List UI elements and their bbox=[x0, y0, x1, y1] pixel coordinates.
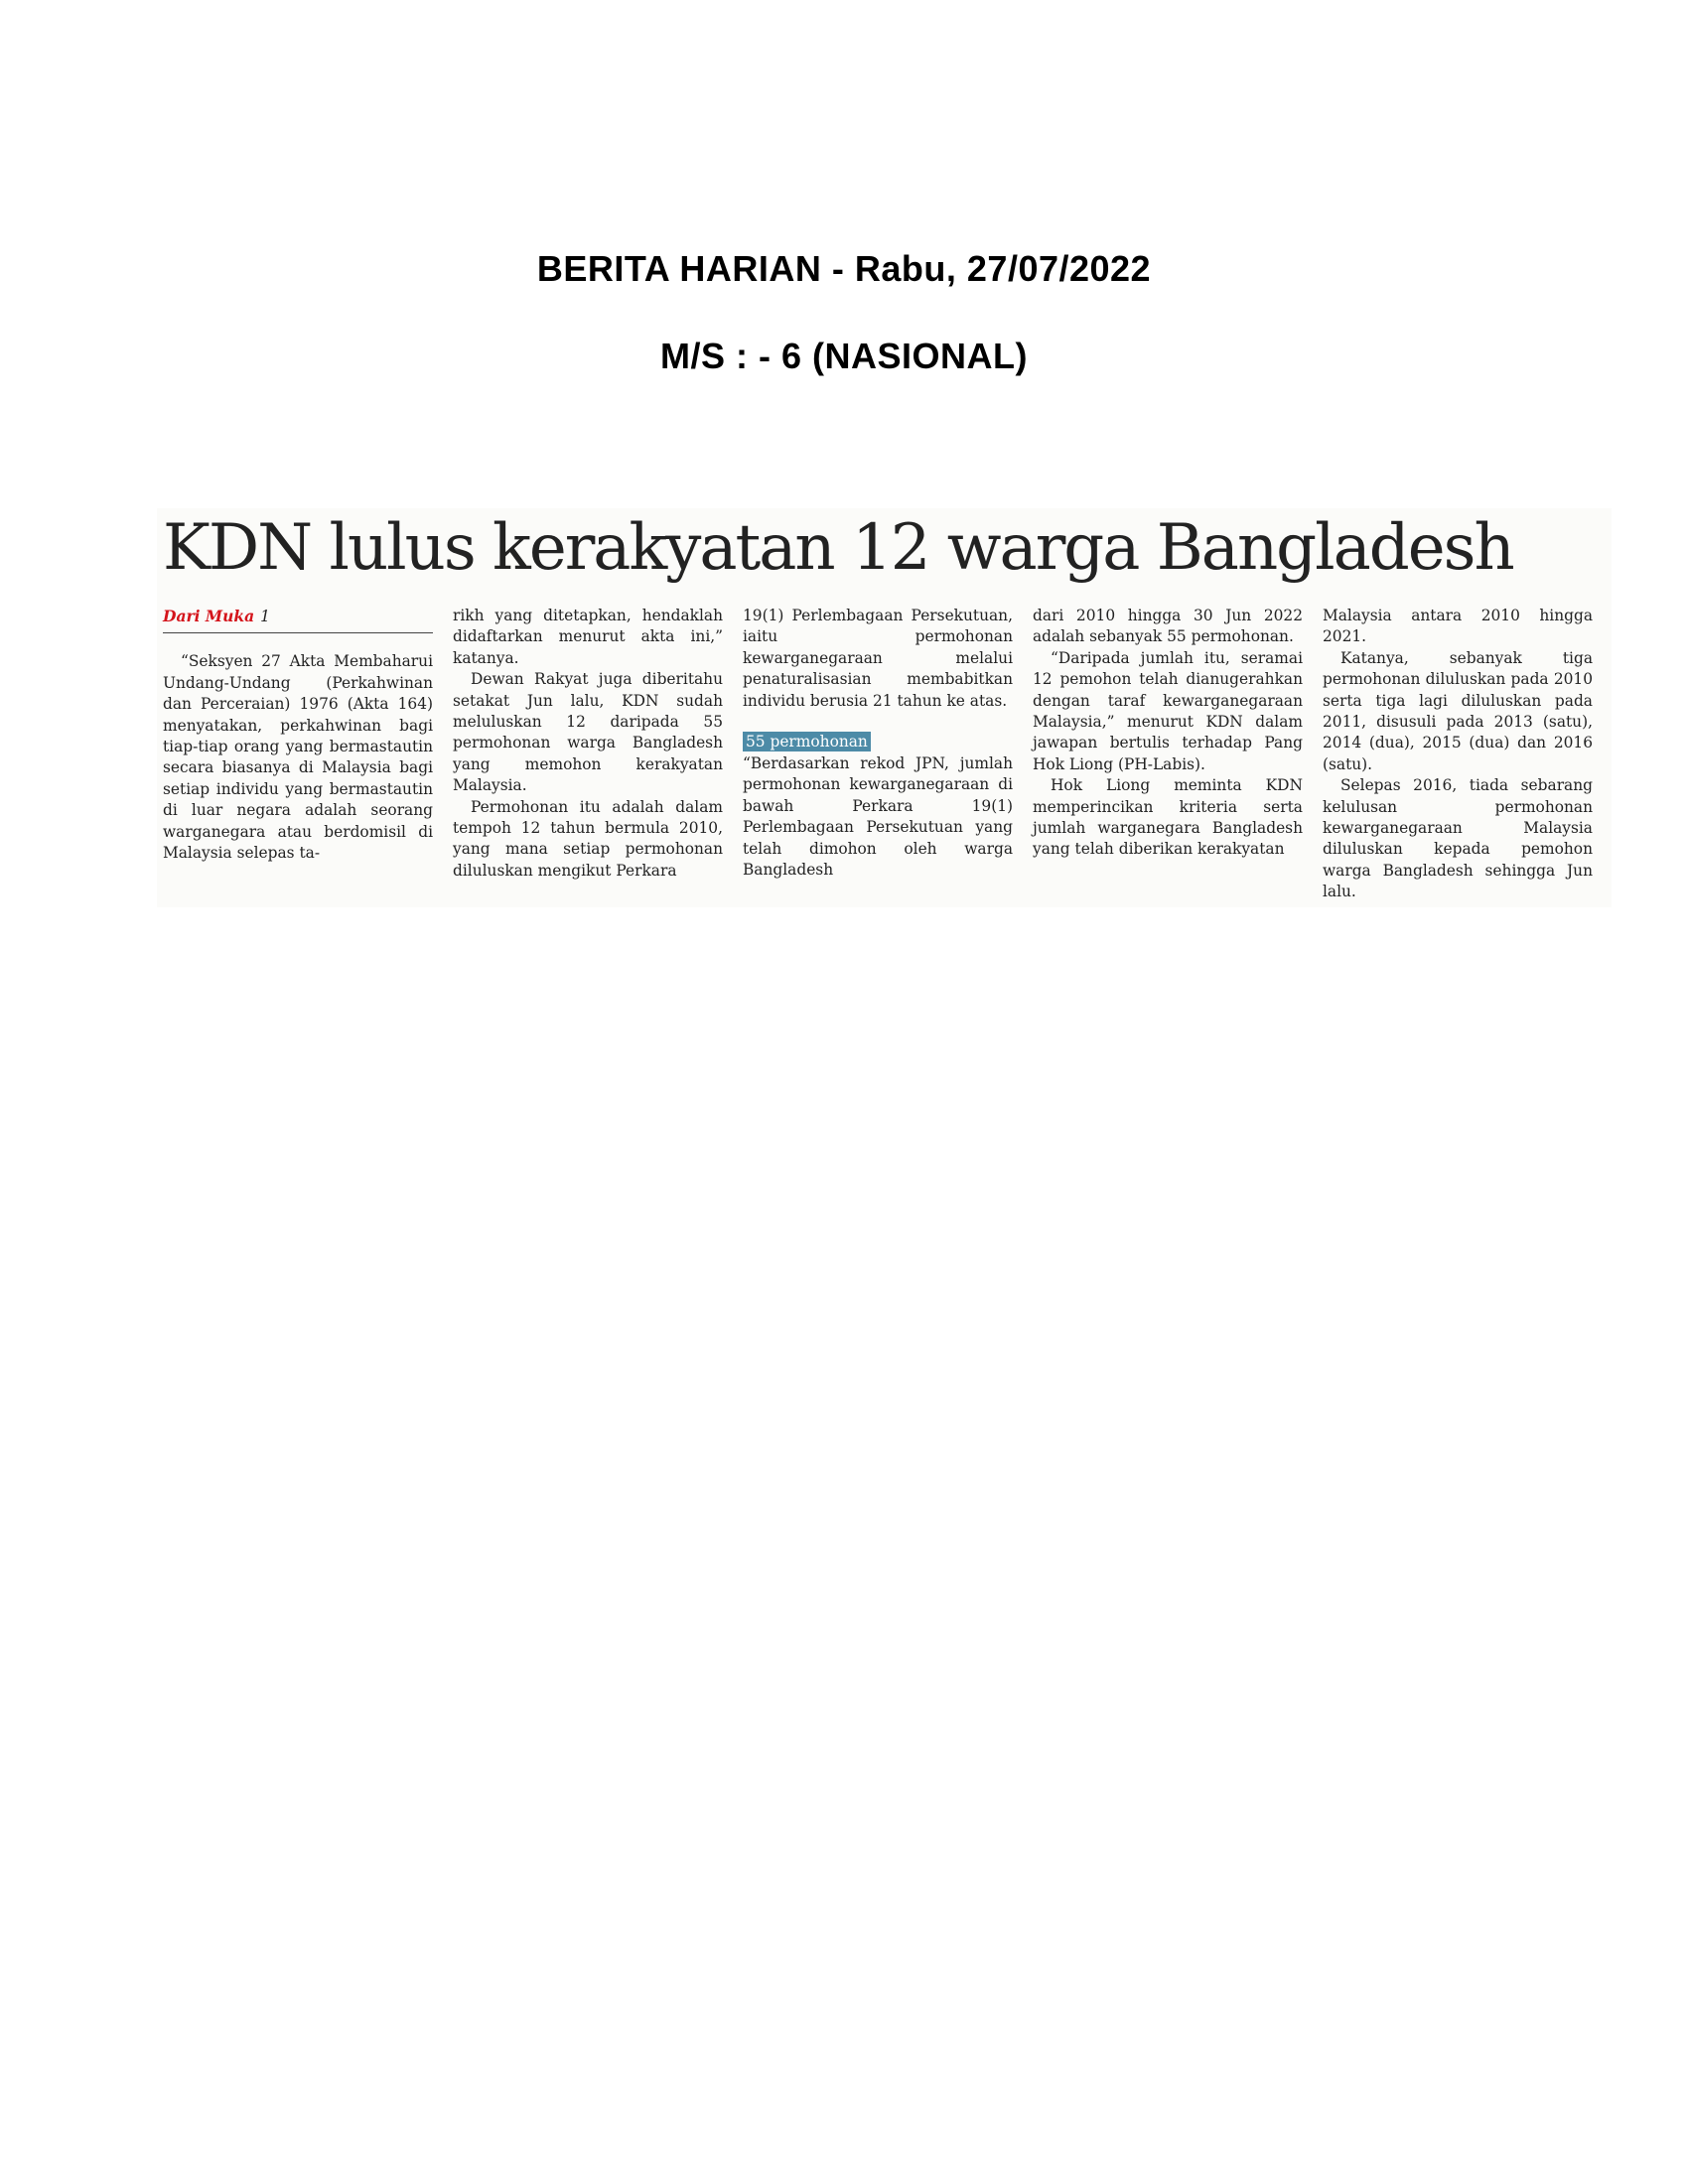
paragraph: Permohonan itu adalah dalam tempoh 12 tahun bermula 2010, yang mana setiap permohonan diluluskan mengikut Perkara bbox=[453, 797, 723, 880]
article-body bbox=[163, 606, 1603, 901]
paragraph: “Daripada jumlah itu, seramai 12 pemohon telah dianugerahkan dengan taraf kewarganegaraan Malaysia,” menurut KDN dalam jawapan bertulis terhadap Pang Hok Liong (PH-Labis). bbox=[1033, 648, 1303, 773]
paragraph: Hok Liong meminta KDN memperincikan kriteria serta jumlah warganegara Bangladesh yang telah diberikan kerakyatan bbox=[1033, 776, 1303, 859]
article-column-2 bbox=[453, 606, 723, 882]
paragraph: dari 2010 hingga 30 Jun 2022 adalah sebanyak 55 permohonan. bbox=[1033, 607, 1303, 646]
news-clipping bbox=[157, 508, 1612, 907]
section-subhead: 55 permohonan bbox=[743, 732, 871, 751]
paragraph: Selepas 2016, tiada sebarang kelulusan permohonan kewarganegaraan Malaysia diluluskan kepada pemohon warga Bangladesh sehingga Jun lalu. bbox=[1323, 776, 1593, 901]
paragraph: 19(1) Perlembagaan Persekutuan, iaitu permohonan kewarganegaraan melalui penaturalisasian membabitkan individu berusia 21 tahun ke atas. bbox=[743, 607, 1013, 710]
page-section-label: M/S : - 6 (NASIONAL) bbox=[660, 336, 1028, 376]
kicker-page-number: 1 bbox=[260, 608, 271, 625]
paragraph: rikh yang ditetapkan, hendaklah didaftarkan menurut akta ini,” katanya. bbox=[453, 607, 723, 667]
paragraph: Katanya, sebanyak tiga permohonan diluluskan pada 2010 serta tiga lagi diluluskan pada 2011, disusuli pada 2013 (satu), 2014 (dua), 2015 (dua) dan 2016 (satu). bbox=[1323, 648, 1593, 773]
article-column-1 bbox=[163, 606, 433, 864]
paragraph: “Berdasarkan rekod JPN, jumlah permohonan kewarganegaraan di bawah Perkara 19(1) Perlembagaan Persekutuan yang telah dimohon oleh warga Bangladesh bbox=[743, 754, 1013, 880]
kicker-label: Dari Muka bbox=[163, 607, 255, 625]
paragraph: “Seksyen 27 Akta Membaharui Undang-Undang (Perkahwinan dan Perceraian) 1976 (Akta 164) menyatakan, perkahwinan bagi tiap-tiap orang yang bermastautin secara biasanya di Malaysia bagi setiap individu yang bermastautin di luar negara adalah seorang warganegara atau berdomisil di Malaysia selepas ta- bbox=[163, 652, 433, 863]
article-column-5 bbox=[1323, 606, 1593, 903]
continuation-kicker bbox=[163, 606, 433, 633]
article-column-4 bbox=[1033, 606, 1303, 861]
paragraph: Malaysia antara 2010 hingga 2021. bbox=[1323, 607, 1593, 646]
article-column-3 bbox=[743, 606, 1013, 881]
paragraph: Dewan Rakyat juga diberitahu setakat Jun lalu, KDN sudah meluluskan 12 daripada 55 permohonan warga Bangladesh yang memohon kerakyatan Malaysia. bbox=[453, 670, 723, 795]
newspaper-source-date: BERITA HARIAN - Rabu, 27/07/2022 bbox=[536, 248, 1152, 289]
article-headline: KDN lulus kerakyatan 12 warga Bangladesh bbox=[163, 511, 1513, 585]
